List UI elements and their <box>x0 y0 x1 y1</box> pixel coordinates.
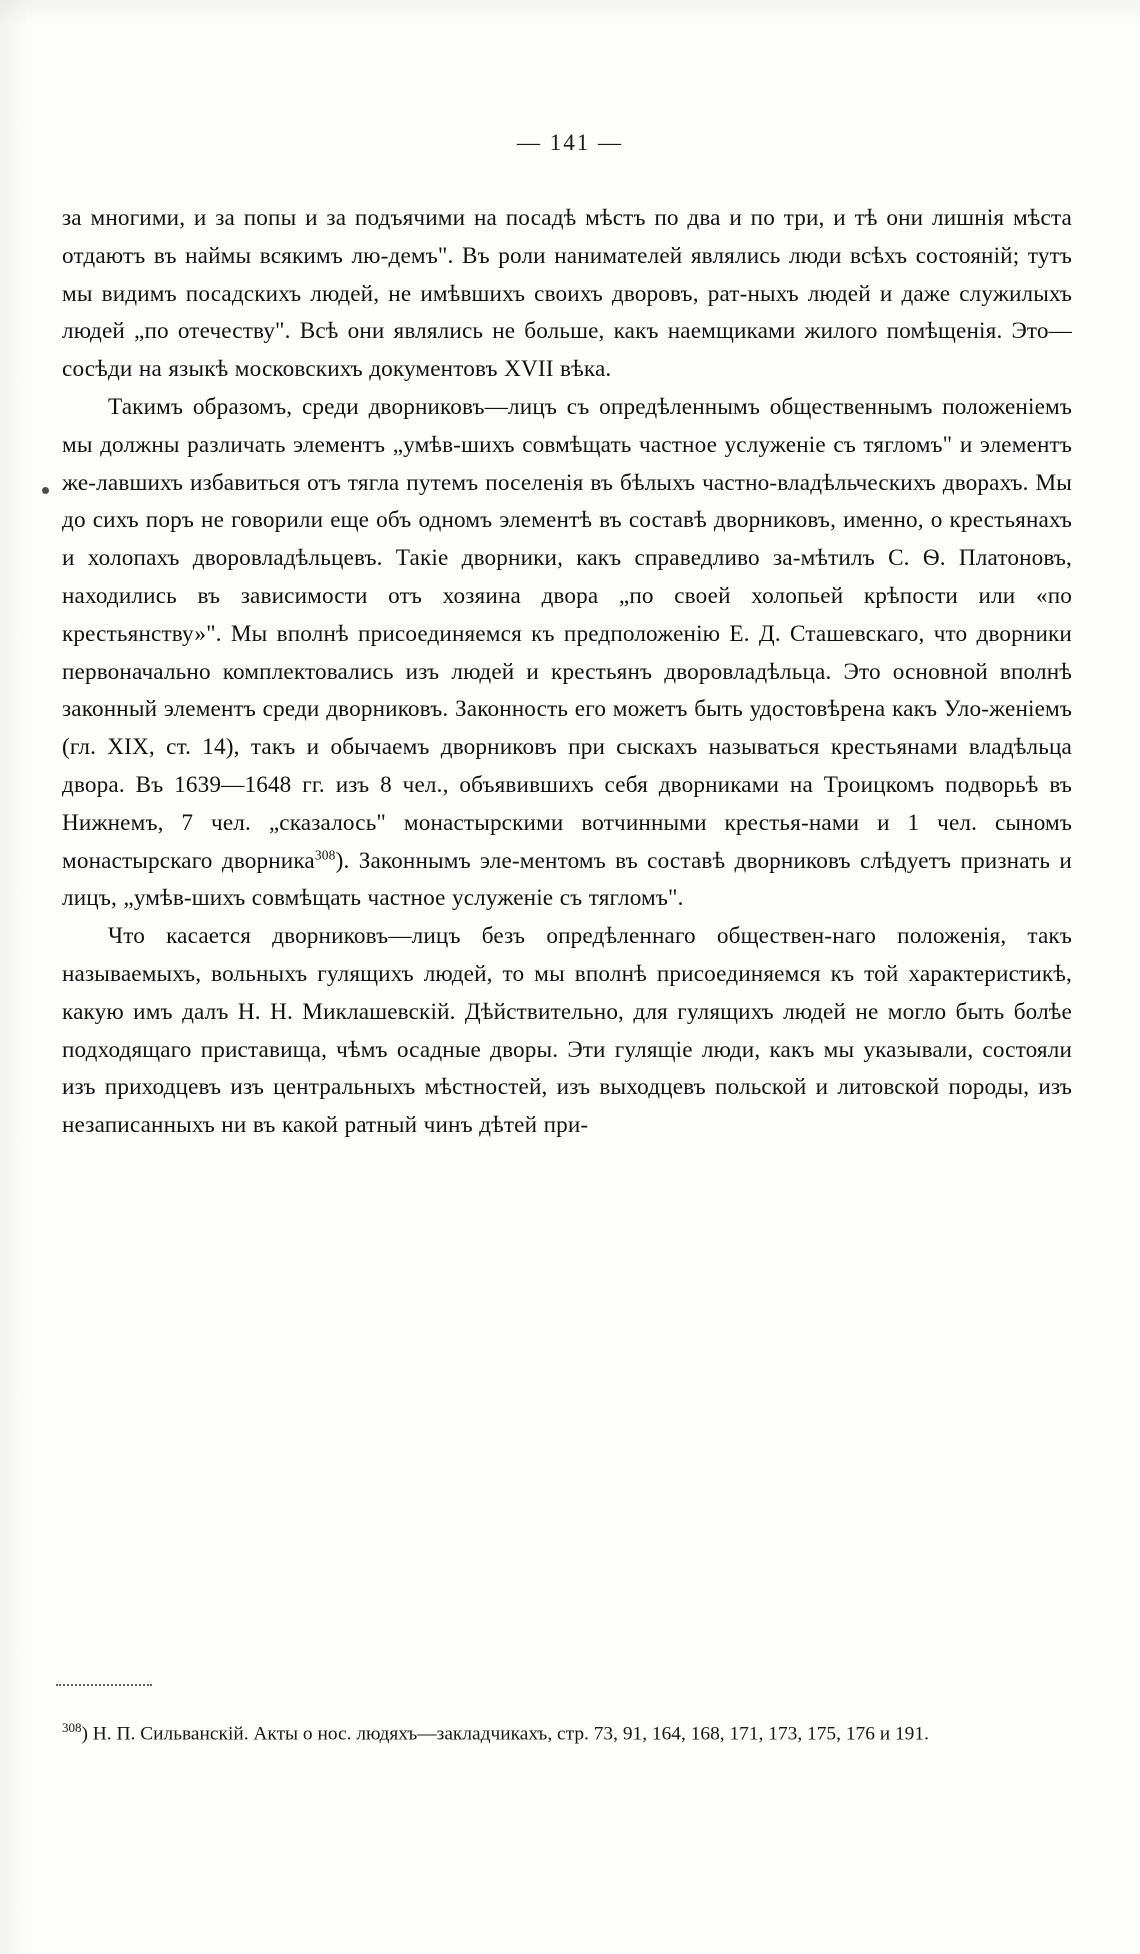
ink-speck <box>42 487 49 494</box>
page-body <box>62 200 1072 1145</box>
footnote-marker: 308 <box>62 1720 82 1735</box>
paragraph-1: за многими, и за попы и за подъячими на посадѣ мѣстъ по два и по три, и тѣ они лишнія мѣста отдаютъ въ наймы всякимъ лю-демъ". Въ роли нанимателей являлись люди всѣхъ состояній; тутъ мы видимъ посадскихъ людей, не имѣвшихъ своихъ дворовъ, рат-ныхъ людей и даже служилыхъ людей „по отечеству". Всѣ они являлись не больше, какъ наемщиками жилого помѣщенія. Это—сосѣди на языкѣ московскихъ документовъ XVII вѣка. <box>62 205 1072 383</box>
paragraph-2-tail: ). Законнымъ эле-ментомъ въ составѣ дворниковъ слѣдуетъ признать и лицъ, „умѣв-шихъ совмѣщать частное услуженіе съ тягломъ". <box>62 847 1072 912</box>
page-top-shading <box>0 0 1140 26</box>
paragraph-2-text: Такимъ образомъ, среди дворниковъ—лицъ съ опредѣленнымъ общественнымъ положеніемъ мы должны различать элементъ „умѣв-шихъ совмѣщать частное услуженіе съ тягломъ" и элементъ же-лавшихъ избавиться отъ тягла путемъ поселенія въ бѣлыхъ частно-владѣльческихъ дворахъ. Мы до сихъ поръ не говорили еще объ одномъ элементѣ въ составѣ дворниковъ, именно, о крестьянахъ и холопахъ дворовладѣльцевъ. Такіе дворники, какъ справедливо за-мѣтилъ С. Ѳ. Платоновъ, находились въ зависимости отъ хозяина двора „по своей холопьей крѣпости или «по крестьянству»". Мы вполнѣ присоединяемся къ предположенію Е. Д. Сташевскаго, что дворники первоначально комплектовались изъ людей и крестьянъ дворовладѣльца. Это основной вполнѣ законный элементъ среди дворниковъ. Законность его можетъ быть удостовѣрена какъ Уло-женіемъ (гл. XIX, ст. 14), такъ и обычаемъ дворниковъ при сыскахъ называться крестьянами владѣльца двора. Въ 1639—1648 гг. изъ 8 чел., объявившихъ себя дворниками на Троицкомъ подворьѣ въ Нижнемъ, 7 чел. „сказалось" монастырскими вотчинными крестья-нами и 1 чел. сыномъ монастырскаго дворника <box>62 393 1072 874</box>
page-left-shading <box>0 0 30 1954</box>
paragraph-2 <box>62 389 1072 918</box>
footnote-block <box>62 1712 1074 1750</box>
footnote-divider <box>56 1684 152 1686</box>
page-number: — 141 — <box>517 130 623 155</box>
footnote-text: ) Н. П. Сильванскій. Акты о нос. людяхъ—закладчикахъ, стр. 73, 91, 164, 168, 171, 173, 175, 176 и 191. <box>81 1723 929 1745</box>
footnote-reference[interactable]: 308 <box>314 846 336 862</box>
paragraph-3: Что касается дворниковъ—лицъ безъ опредѣленнаго обществен-наго положенія, такъ называемыхъ, вольныхъ гулящихъ людей, то мы вполнѣ присоединяемся къ той характеристикѣ, какую имъ далъ Н. Н. Миклашевскій. Дѣйствительно, для гулящихъ людей не могло быть болѣе подходящаго приставища, чѣмъ осадные дворы. Эти гулящіе люди, какъ мы указывали, состояли изъ приходцевъ изъ центральныхъ мѣстностей, изъ выходцевъ польской и литовской породы, изъ незаписанныхъ ни въ какой ратный чинъ дѣтей при- <box>62 923 1072 1139</box>
